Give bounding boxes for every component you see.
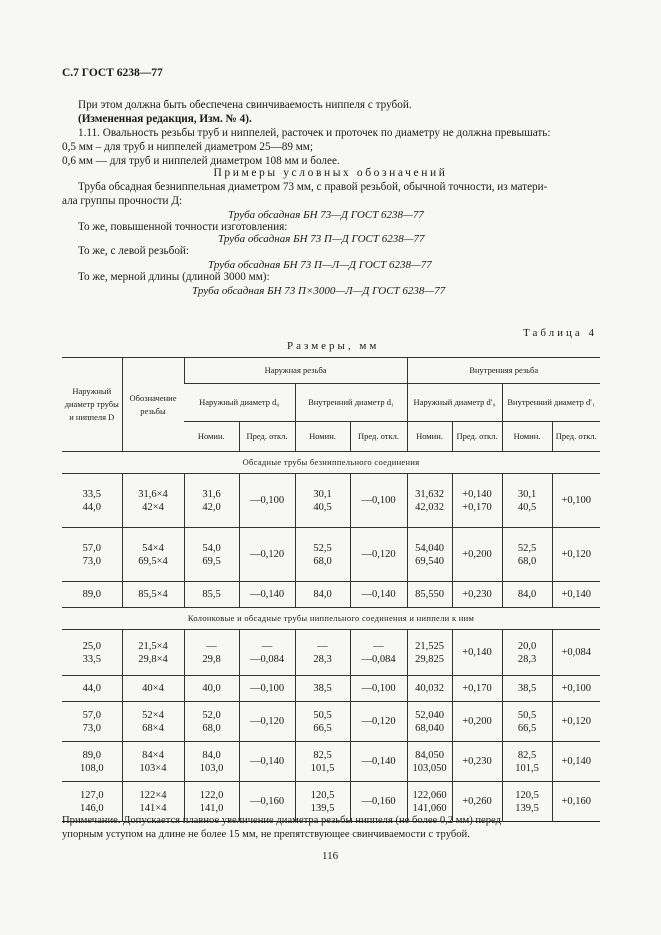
header-deviation: Пред. откл. bbox=[239, 422, 295, 452]
cell-inner-id-deviation bbox=[552, 474, 600, 528]
header-id: Внутренний диаметр d₁ bbox=[295, 384, 407, 422]
cell-d1-deviation-value: —0,140 bbox=[361, 756, 396, 767]
cell-d1-deviation-value: — bbox=[373, 640, 384, 652]
cell-d1-deviation bbox=[350, 702, 407, 742]
cell-d0-deviation bbox=[239, 528, 295, 582]
cell-inner-id-deviation-value: +0,160 bbox=[561, 796, 592, 807]
cell-d0-nominal-value: 85,5 bbox=[202, 589, 221, 600]
header-id-inner: Внутренний диаметр d′₁ bbox=[502, 384, 600, 422]
cell-outer-diameter bbox=[62, 702, 122, 742]
cell-inner-od-deviation bbox=[452, 742, 502, 782]
page-header: С.7 ГОСТ 6238—77 bbox=[62, 67, 163, 79]
cell-d1-nominal bbox=[295, 676, 350, 702]
cell-d1-deviation-value: —0,100 bbox=[361, 683, 396, 694]
cell-inner-id-nominal bbox=[502, 582, 552, 608]
section-heading: Обсадные трубы безниппельного соединения bbox=[62, 452, 600, 474]
cell-d0-deviation-value: —0,084 bbox=[249, 653, 285, 665]
cell-d1-deviation bbox=[350, 582, 407, 608]
header-nominal: Номин. bbox=[295, 422, 350, 452]
cell-inner-id-deviation bbox=[552, 742, 600, 782]
table-row bbox=[62, 528, 600, 582]
cell-outer-diameter bbox=[62, 742, 122, 782]
cell-d0-nominal-value: 84,0 bbox=[202, 749, 221, 761]
cell-inner-id-deviation bbox=[552, 676, 600, 702]
cell-outer-diameter-value: 57,0 bbox=[82, 542, 101, 554]
cell-outer-diameter-value: 89,0 bbox=[82, 589, 101, 600]
table-caption: Размеры, мм bbox=[287, 340, 380, 352]
table-label: Таблица 4 bbox=[523, 327, 598, 339]
cell-d0-nominal-value: — bbox=[206, 640, 217, 652]
cell-inner-id-nominal-value: 28,3 bbox=[517, 653, 537, 665]
text-line: При этом должна быть обеспечена свинчиваемость ниппеля с трубой. bbox=[78, 99, 412, 111]
cell-inner-od-nominal-value: 21,525 bbox=[415, 640, 444, 652]
note-line: Примечание. Допускается плавное увеличение диаметра резьбы ниппеля (не более 0,2 мм) перед bbox=[62, 815, 501, 826]
cell-inner-id-nominal-value: 40,5 bbox=[517, 501, 537, 513]
cell-outer-diameter-value: 108,0 bbox=[79, 762, 104, 774]
cell-d0-nominal bbox=[184, 474, 239, 528]
cell-d0-nominal bbox=[184, 676, 239, 702]
cell-d0-deviation bbox=[239, 582, 295, 608]
clause-1-11: 1.11. Овальность резьбы труб и ниппелей, расточек и проточек по диаметру не должна превышать: bbox=[78, 127, 551, 139]
cell-inner-id-deviation-value: +0,084 bbox=[561, 647, 592, 658]
cell-d0-deviation-value: —0,120 bbox=[249, 716, 285, 727]
header-deviation: Пред. откл. bbox=[452, 422, 502, 452]
cell-inner-id-deviation-value: +0,140 bbox=[561, 756, 592, 767]
cell-inner-id-nominal-value: 101,5 bbox=[515, 762, 539, 774]
header-outer-diameter: Наружный диаметр трубы и ниппеля D bbox=[62, 358, 122, 452]
cell-inner-od-deviation-value: +0,170 bbox=[462, 683, 492, 694]
cell-d1-deviation-value: —0,160 bbox=[361, 796, 396, 807]
cell-outer-diameter-value: 25,0 bbox=[82, 640, 101, 652]
header-od-inner: Наружный диаметр d′₀ bbox=[407, 384, 502, 422]
cell-d0-nominal-value: 52,0 bbox=[202, 709, 221, 721]
cell-designation bbox=[122, 702, 184, 742]
header-outer-thread: Наружная резьба bbox=[184, 358, 407, 384]
group-2-rows bbox=[62, 630, 600, 822]
cell-inner-od-nominal bbox=[407, 742, 452, 782]
cell-outer-diameter bbox=[62, 630, 122, 676]
cell-inner-id-nominal bbox=[502, 528, 552, 582]
cell-inner-id-deviation bbox=[552, 782, 600, 822]
cell-inner-id-deviation-value: +0,140 bbox=[561, 589, 592, 600]
cell-inner-id-nominal-value: 84,0 bbox=[517, 589, 537, 600]
cell-d0-nominal bbox=[184, 528, 239, 582]
cell-d0-nominal-value: 68,0 bbox=[202, 722, 221, 734]
designation-example: Труба обсадная БН 73 П×3000—Л—Д ГОСТ 6238—77 bbox=[192, 285, 446, 297]
cell-inner-id-nominal bbox=[502, 742, 552, 782]
cell-inner-id-nominal bbox=[502, 630, 552, 676]
text-line: 0,6 мм — для труб и ниппелей диаметром 108 мм и более. bbox=[62, 155, 340, 167]
cell-d0-deviation bbox=[239, 742, 295, 782]
cell-designation-value: 85,5×4 bbox=[138, 589, 168, 600]
cell-inner-id-nominal-value: 139,5 bbox=[515, 802, 539, 814]
cell-d0-deviation bbox=[239, 474, 295, 528]
cell-d1-deviation bbox=[350, 474, 407, 528]
cell-inner-od-nominal-value: 68,040 bbox=[415, 722, 444, 734]
amendment-note: (Измененная редакция, Изм. № 4). bbox=[78, 113, 252, 125]
cell-designation bbox=[122, 582, 184, 608]
cell-d0-nominal-value: 141,0 bbox=[199, 802, 224, 814]
text-line: ала группы прочности Д: bbox=[62, 195, 183, 207]
header-nominal: Номин. bbox=[502, 422, 552, 452]
cell-inner-od-nominal bbox=[407, 582, 452, 608]
cell-inner-od-nominal-value: 103,050 bbox=[412, 762, 447, 774]
cell-designation bbox=[122, 742, 184, 782]
cell-outer-diameter-value: 33,5 bbox=[82, 653, 101, 665]
cell-outer-diameter bbox=[62, 676, 122, 702]
cell-inner-od-deviation-value: +0,230 bbox=[462, 756, 492, 767]
cell-d1-nominal-value: 52,5 bbox=[313, 542, 332, 554]
cell-inner-od-nominal-value: 29,825 bbox=[415, 653, 444, 665]
cell-inner-od-deviation-value: +0,170 bbox=[462, 501, 492, 513]
table-row bbox=[62, 702, 600, 742]
group-1-rows bbox=[62, 474, 600, 608]
cell-inner-id-deviation-value: +0,100 bbox=[561, 683, 592, 694]
cell-d1-nominal-value: 30,1 bbox=[313, 488, 332, 500]
cell-inner-id-deviation bbox=[552, 702, 600, 742]
cell-inner-id-nominal-value: 50,5 bbox=[517, 709, 537, 721]
cell-inner-id-deviation bbox=[552, 630, 600, 676]
cell-inner-od-nominal-value: 52,040 bbox=[415, 709, 444, 721]
header-designation: Обозначение резьбы bbox=[122, 358, 184, 452]
cell-d1-nominal-value: 68,0 bbox=[313, 555, 332, 567]
cell-d1-nominal-value: 40,5 bbox=[313, 501, 332, 513]
header-inner-thread: Внутренняя резьба bbox=[407, 358, 600, 384]
cell-inner-od-nominal bbox=[407, 474, 452, 528]
cell-d0-deviation-value: — bbox=[261, 640, 273, 652]
cell-d0-nominal bbox=[184, 742, 239, 782]
cell-d1-nominal-value: — bbox=[317, 640, 328, 652]
header-deviation: Пред. откл. bbox=[350, 422, 407, 452]
cell-inner-od-nominal-value: 42,032 bbox=[415, 501, 444, 513]
cell-inner-id-nominal-value: 68,0 bbox=[517, 555, 537, 567]
cell-designation-value: 69,5×4 bbox=[138, 555, 168, 567]
cell-designation-value: 31,6×4 bbox=[138, 488, 168, 500]
header-od: Наружный диаметр d₀ bbox=[184, 384, 295, 422]
text-line: Труба обсадная безниппельная диаметром 73 мм, с правой резьбой, обычной точности, из матери- bbox=[78, 181, 548, 193]
cell-inner-od-nominal-value: 122,060 bbox=[412, 789, 447, 801]
cell-inner-od-nominal-value: 85,550 bbox=[415, 589, 444, 600]
cell-d0-nominal bbox=[184, 582, 239, 608]
cell-d1-nominal-value: 84,0 bbox=[313, 589, 332, 600]
header-nominal: Номин. bbox=[184, 422, 239, 452]
cell-d1-nominal-value: 139,5 bbox=[310, 802, 335, 814]
cell-inner-id-nominal-value: 30,1 bbox=[517, 488, 537, 500]
cell-inner-od-nominal-value: 84,050 bbox=[415, 749, 444, 761]
cell-inner-id-nominal-value: 120,5 bbox=[515, 789, 539, 801]
designation-example: Труба обсадная БН 73—Д ГОСТ 6238—77 bbox=[228, 209, 424, 221]
designation-example: Труба обсадная БН 73 П—Д ГОСТ 6238—77 bbox=[218, 233, 425, 245]
cell-inner-od-deviation bbox=[452, 702, 502, 742]
cell-outer-diameter-value: 89,0 bbox=[82, 749, 101, 761]
cell-d0-nominal-value: 69,5 bbox=[202, 555, 221, 567]
cell-outer-diameter-value: 44,0 bbox=[82, 683, 101, 694]
cell-inner-id-nominal-value: 52,5 bbox=[517, 542, 537, 554]
designation-example: Труба обсадная БН 73 П—Л—Д ГОСТ 6238—77 bbox=[208, 259, 432, 271]
cell-d1-deviation bbox=[350, 676, 407, 702]
cell-d1-nominal bbox=[295, 702, 350, 742]
cell-inner-id-deviation bbox=[552, 528, 600, 582]
cell-inner-od-nominal bbox=[407, 702, 452, 742]
cell-d1-deviation-value: —0,140 bbox=[361, 589, 396, 600]
cell-inner-od-deviation-value: +0,140 bbox=[462, 647, 492, 658]
cell-inner-id-nominal-value: 20,0 bbox=[517, 640, 537, 652]
cell-inner-id-nominal-value: 82,5 bbox=[517, 749, 537, 761]
cell-d1-nominal bbox=[295, 742, 350, 782]
cell-inner-od-deviation-value: +0,200 bbox=[462, 549, 492, 560]
table-row bbox=[62, 630, 600, 676]
header-deviation: Пред. откл. bbox=[552, 422, 600, 452]
page-number: 116 bbox=[322, 850, 339, 862]
examples-heading: Примеры условных обозначений bbox=[213, 167, 448, 179]
cell-d1-deviation-value: —0,100 bbox=[361, 495, 396, 506]
cell-d1-nominal-value: 120,5 bbox=[310, 789, 335, 801]
cell-inner-od-nominal-value: 69,540 bbox=[415, 555, 444, 567]
cell-designation-value: 21,5×4 bbox=[138, 640, 168, 652]
table-row bbox=[62, 676, 600, 702]
cell-d0-deviation-value: —0,100 bbox=[249, 683, 285, 694]
cell-inner-id-deviation-value: +0,100 bbox=[561, 495, 592, 506]
table-row bbox=[62, 582, 600, 608]
cell-designation-value: 103×4 bbox=[139, 762, 167, 774]
cell-d0-deviation-value: —0,160 bbox=[249, 796, 285, 807]
cell-inner-od-deviation-value: +0,140 bbox=[462, 488, 492, 500]
cell-inner-od-nominal bbox=[407, 676, 452, 702]
cell-inner-id-nominal bbox=[502, 474, 552, 528]
cell-d0-deviation bbox=[239, 676, 295, 702]
cell-d1-nominal-value: 38,5 bbox=[313, 683, 332, 694]
cell-outer-diameter bbox=[62, 474, 122, 528]
text-line: То же, мерной длины (длиной 3000 мм): bbox=[78, 271, 270, 283]
cell-designation-value: 40×4 bbox=[142, 683, 164, 694]
cell-d1-nominal bbox=[295, 630, 350, 676]
cell-d1-nominal-value: 28,3 bbox=[313, 653, 332, 665]
cell-inner-od-nominal bbox=[407, 528, 452, 582]
cell-designation bbox=[122, 474, 184, 528]
cell-d0-nominal bbox=[184, 702, 239, 742]
cell-d0-deviation-value: —0,140 bbox=[249, 756, 285, 767]
cell-designation-value: 42×4 bbox=[142, 501, 164, 513]
cell-inner-od-nominal bbox=[407, 630, 452, 676]
cell-inner-id-deviation-value: +0,120 bbox=[561, 549, 592, 560]
cell-outer-diameter-value: 127,0 bbox=[79, 789, 104, 801]
cell-inner-od-deviation bbox=[452, 474, 502, 528]
cell-outer-diameter-value: 44,0 bbox=[82, 501, 101, 513]
header-nominal: Номин. bbox=[407, 422, 452, 452]
cell-d0-deviation bbox=[239, 630, 295, 676]
cell-inner-od-deviation bbox=[452, 528, 502, 582]
text-line: То же, с левой резьбой: bbox=[78, 245, 190, 257]
cell-d0-deviation-value: —0,100 bbox=[249, 495, 285, 506]
cell-inner-id-deviation bbox=[552, 582, 600, 608]
text-line: 0,5 мм – для труб и ниппелей диаметром 25—89 мм; bbox=[62, 141, 313, 153]
cell-d1-deviation-value: —0,120 bbox=[361, 716, 396, 727]
cell-inner-od-deviation bbox=[452, 676, 502, 702]
cell-designation-value: 68×4 bbox=[142, 722, 164, 734]
cell-d1-nominal bbox=[295, 474, 350, 528]
cell-inner-od-deviation-value: +0,260 bbox=[462, 796, 492, 807]
cell-d0-nominal-value: 29,8 bbox=[202, 653, 221, 665]
cell-designation-value: 84×4 bbox=[142, 749, 164, 761]
cell-designation-value: 141×4 bbox=[139, 802, 167, 814]
cell-designation-value: 54×4 bbox=[142, 542, 164, 554]
cell-d1-deviation-value: —0,084 bbox=[361, 653, 396, 665]
cell-d1-nominal-value: 50,5 bbox=[313, 709, 332, 721]
cell-inner-od-deviation bbox=[452, 630, 502, 676]
cell-outer-diameter-value: 73,0 bbox=[82, 722, 101, 734]
cell-d1-nominal bbox=[295, 582, 350, 608]
cell-inner-od-nominal-value: 31,632 bbox=[415, 488, 444, 500]
cell-d0-nominal-value: 40,0 bbox=[202, 683, 221, 694]
cell-d1-nominal bbox=[295, 528, 350, 582]
cell-inner-od-deviation-value: +0,230 bbox=[462, 589, 492, 600]
cell-d0-nominal-value: 122,0 bbox=[199, 789, 224, 801]
cell-d0-deviation bbox=[239, 702, 295, 742]
cell-designation bbox=[122, 630, 184, 676]
cell-d0-nominal bbox=[184, 630, 239, 676]
section-heading: Колонковые и обсадные трубы ниппельного соединения и ниппели к ним bbox=[62, 608, 600, 630]
cell-designation-value: 122×4 bbox=[139, 789, 167, 801]
cell-d1-nominal-value: 66,5 bbox=[313, 722, 332, 734]
cell-d0-nominal-value: 42,0 bbox=[202, 501, 221, 513]
cell-outer-diameter-value: 57,0 bbox=[82, 709, 101, 721]
cell-d1-deviation bbox=[350, 742, 407, 782]
cell-d1-nominal-value: 101,5 bbox=[310, 762, 335, 774]
cell-d0-nominal-value: 31,6 bbox=[202, 488, 221, 500]
cell-outer-diameter-value: 146,0 bbox=[79, 802, 104, 814]
cell-designation bbox=[122, 528, 184, 582]
cell-d1-deviation-value: —0,120 bbox=[361, 549, 396, 560]
text-line: То же, повышенной точности изготовления: bbox=[78, 221, 288, 233]
cell-d0-nominal-value: 103,0 bbox=[199, 762, 224, 774]
cell-d0-deviation-value: —0,140 bbox=[249, 589, 285, 600]
cell-outer-diameter bbox=[62, 582, 122, 608]
cell-inner-od-nominal-value: 141,060 bbox=[412, 802, 447, 814]
cell-inner-id-nominal bbox=[502, 782, 552, 822]
cell-inner-od-deviation-value: +0,200 bbox=[462, 716, 492, 727]
cell-outer-diameter bbox=[62, 528, 122, 582]
table-row bbox=[62, 742, 600, 782]
cell-designation bbox=[122, 676, 184, 702]
cell-designation-value: 29,8×4 bbox=[138, 653, 168, 665]
cell-inner-od-nominal-value: 40,032 bbox=[415, 683, 444, 694]
cell-d1-nominal-value: 82,5 bbox=[313, 749, 332, 761]
cell-outer-diameter-value: 73,0 bbox=[82, 555, 101, 567]
cell-inner-id-nominal bbox=[502, 702, 552, 742]
cell-inner-od-nominal-value: 54,040 bbox=[415, 542, 444, 554]
cell-d1-deviation bbox=[350, 630, 407, 676]
cell-d0-nominal-value: 54,0 bbox=[202, 542, 221, 554]
cell-outer-diameter-value: 33,5 bbox=[82, 488, 101, 500]
cell-designation-value: 52×4 bbox=[142, 709, 164, 721]
cell-d0-deviation-value: —0,120 bbox=[249, 549, 285, 560]
note-line: упорным уступом на длине не более 15 мм, не препятствующее свинчиваемости с трубой. bbox=[62, 829, 470, 840]
cell-inner-id-nominal bbox=[502, 676, 552, 702]
cell-inner-id-deviation-value: +0,120 bbox=[561, 716, 592, 727]
cell-inner-id-nominal-value: 66,5 bbox=[517, 722, 537, 734]
dimensions-table bbox=[62, 357, 600, 822]
cell-inner-id-nominal-value: 38,5 bbox=[517, 683, 537, 694]
cell-inner-od-deviation bbox=[452, 582, 502, 608]
table-row bbox=[62, 474, 600, 528]
cell-d1-deviation bbox=[350, 528, 407, 582]
